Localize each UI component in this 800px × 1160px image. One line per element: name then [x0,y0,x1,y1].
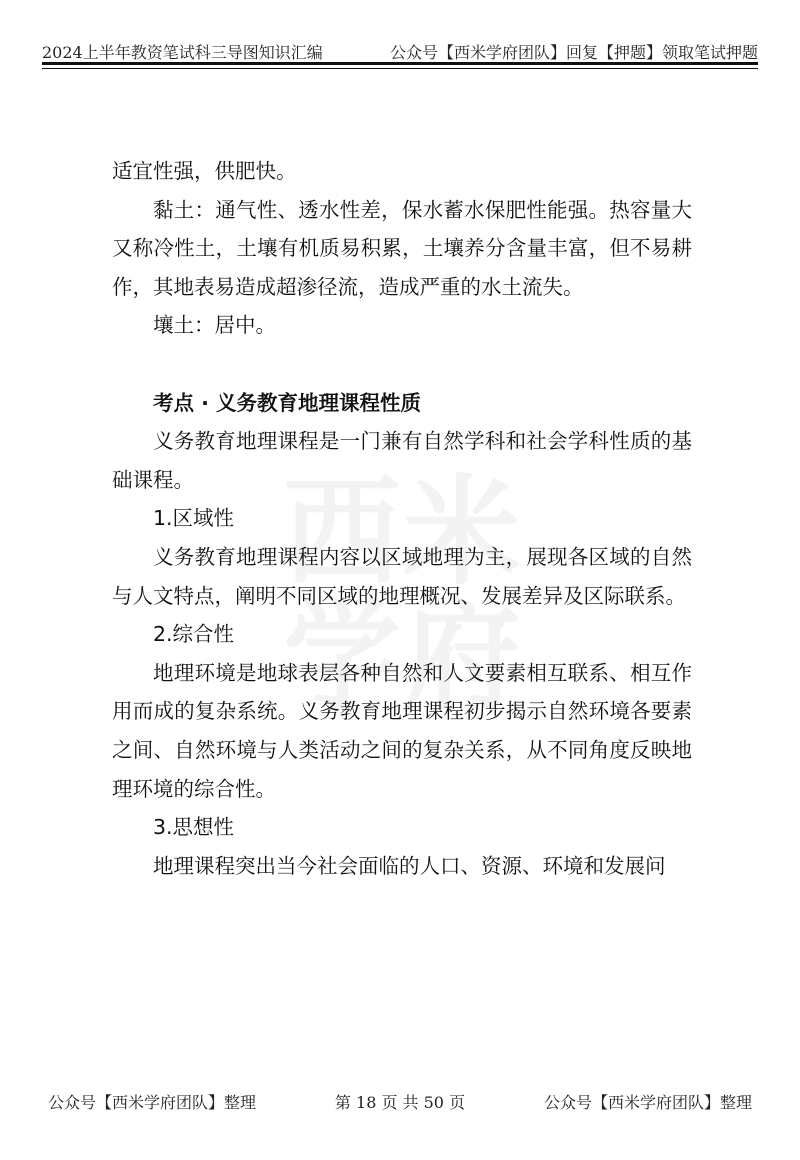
paragraph-course-nature: 义务教育地理课程是一门兼有自然学科和社会学科性质的基础课程。 [112,429,692,492]
header-promo: 公众号【西米学府团队】回复【押题】领取笔试押题 [389,43,758,62]
header-title: 2024上半年教资笔试科三导图知识汇编 [42,43,323,62]
subheading-ideological: 3.思想性 [153,815,235,840]
subheading-regional: 1.区域性 [153,506,235,531]
paragraph-regional: 义务教育地理课程内容以区域地理为主，展现各区域的自然与人文特点，阐明不同区域的地理概况、发展差异及区际联系。 [112,544,692,608]
section-heading: 考点 · 义务教育地理课程性质 [153,390,422,415]
header-rule-thin [42,68,758,69]
footer-right: 公众号【西米学府团队】整理 [543,1093,752,1112]
paragraph-comprehensive: 地理环境是地球表层各种自然和人文要素相互联系、相互作用而成的复杂系统。义务教育地理课程初步揭示自然环境各要素之间、自然环境与人类活动之间的复杂关系，从不同角度反映地理环境的综合性。 [112,660,692,801]
subheading-comprehensive: 2.综合性 [153,622,235,647]
page-number: 第 18 页 共 50 页 [334,1093,466,1112]
footer-left: 公众号【西米学府团队】整理 [48,1093,257,1112]
page-header [42,36,758,62]
page-content [112,152,692,885]
paragraph-loam: 壤土：居中。 [153,313,276,338]
paragraph-clay: 黏土：通气性、透水性差，保水蓄水保肥性能强。热容量大又称冷性土，土壤有机质易积累，土壤养分含量丰富，但不易耕作，其地表易造成超渗径流，造成严重的水土流失。 [112,197,692,299]
paragraph-ideological: 地理课程突出当今社会面临的人口、资源、环境和发展问 [153,853,666,878]
page-footer [48,1090,752,1114]
header-rule-thick [42,62,758,65]
paragraph-continued: 适宜性强，供肥快。 [112,159,297,183]
